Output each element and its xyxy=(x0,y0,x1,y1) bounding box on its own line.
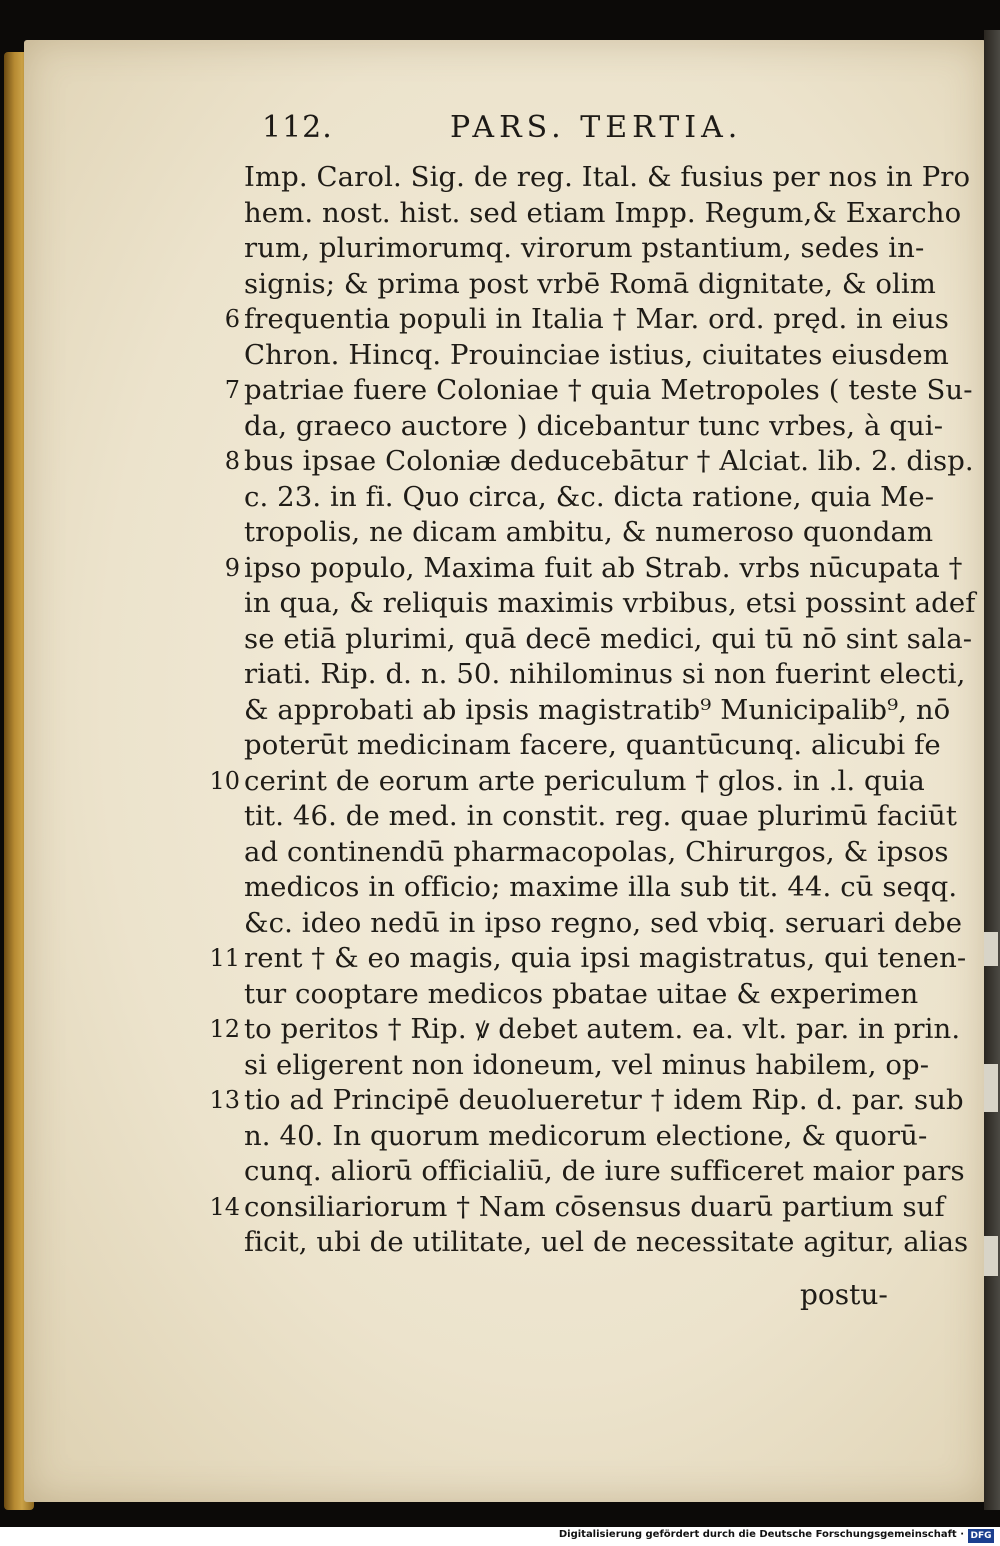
line-text: Chron. Hincq. Prouinciae istius, ciuitates eiusdem xyxy=(244,338,949,371)
text-line xyxy=(198,231,978,267)
line-text: poterūt medicinam facere, quantūcunq. alicubi fe xyxy=(244,729,941,761)
text-line xyxy=(198,941,978,977)
marginal-number: 14 xyxy=(209,1192,240,1221)
line-text: tit. 46. de med. in constit. reg. quae plurimū faciūt xyxy=(244,800,957,832)
text-line xyxy=(198,728,978,764)
line-text: ipso populo, Maxima fuit ab Strab. vrbs nūcupata † xyxy=(244,551,963,584)
line-text: frequentia populi in Italia † Mar. ord. pręd. in eius xyxy=(244,303,949,335)
line-text: rum, plurimorumq. virorum pstantium, sedes in- xyxy=(244,232,925,264)
footer-bar xyxy=(0,1527,1000,1546)
line-text: si eligerent non idoneum, vel minus habilem, op- xyxy=(244,1048,930,1081)
text-line xyxy=(198,1083,978,1119)
text-line xyxy=(198,444,978,480)
line-text: in qua, & reliquis maximis vrbibus, etsi possint adef xyxy=(244,587,976,619)
marginal-number: 12 xyxy=(209,1015,240,1043)
paper-tab xyxy=(984,1064,998,1112)
text-line xyxy=(198,657,978,693)
line-text: n. 40. In quorum medicorum electione, & quorū- xyxy=(244,1119,928,1152)
text-line xyxy=(198,515,978,551)
marginal-number: 10 xyxy=(209,766,240,795)
binding-strip xyxy=(984,30,1000,1510)
text-line xyxy=(198,302,978,338)
line-text: signis; & prima post vrbē Romā dignitate, & olim xyxy=(244,267,936,300)
text-line xyxy=(198,906,978,942)
page-number: 112. xyxy=(262,110,333,145)
text-line xyxy=(198,267,978,303)
dfg-logo-icon: DFG xyxy=(968,1529,994,1543)
marginal-number: 9 xyxy=(224,553,240,582)
line-text: da, graeco auctore ) dicebantur tunc vrbes, à qui- xyxy=(244,409,944,442)
marginal-number: 7 xyxy=(224,376,240,404)
text-line xyxy=(198,160,978,196)
line-text: &c. ideo nedū in ipso regno, sed vbiq. seruari debe xyxy=(244,906,963,939)
body-text xyxy=(198,160,978,1261)
line-text: consiliariorum † Nam cōsensus duarū partium suf xyxy=(244,1190,945,1223)
marginal-number: 13 xyxy=(209,1086,240,1114)
catchword: postu- xyxy=(800,1278,888,1311)
line-text: tio ad Principē deuolueretur † idem Rip. d. par. sub xyxy=(244,1084,964,1116)
line-text: riati. Rip. d. n. 50. nihilominus si non fuerint electi, xyxy=(244,658,966,690)
text-line xyxy=(198,1225,978,1261)
text-line xyxy=(198,870,978,906)
line-text: tur cooptare medicos pbatae uitae & experimen xyxy=(244,977,919,1010)
text-line xyxy=(198,693,978,729)
line-text: ficit, ubi de utilitate, uel de necessitate agitur, alias xyxy=(244,1226,969,1258)
line-text: & approbati ab ipsis magistratib⁹ Municipalib⁹, nō xyxy=(244,693,951,726)
text-line xyxy=(198,338,978,374)
text-line xyxy=(198,551,978,587)
running-head: PARS. TERTIA. xyxy=(450,110,743,145)
text-line xyxy=(198,586,978,622)
line-text: patriae fuere Coloniae † quia Metropoles ( teste Su- xyxy=(244,374,973,406)
line-text: cunq. aliorū officialiū, de iure sufficeret maior pars xyxy=(244,1155,965,1187)
line-text: to peritos † Rip. ꝟ debet autem. ea. vlt. par. in prin. xyxy=(244,1013,961,1045)
text-line xyxy=(198,409,978,445)
marginal-number: 11 xyxy=(209,944,240,972)
text-line xyxy=(198,1154,978,1190)
paper-tab xyxy=(984,932,998,966)
line-text: Imp. Carol. Sig. de reg. Ital. & fusius per nos in Pro xyxy=(244,161,971,193)
text-line xyxy=(198,764,978,800)
line-text: cerint de eorum arte periculum † glos. in .l. quia xyxy=(244,764,925,797)
line-text: bus ipsae Coloniæ deducebātur † Alciat. lib. 2. disp. xyxy=(244,445,974,477)
text-line xyxy=(198,1048,978,1084)
text-line xyxy=(198,480,978,516)
line-text: tropolis, ne dicam ambitu, & numeroso quondam xyxy=(244,516,934,548)
text-line xyxy=(198,622,978,658)
text-line xyxy=(198,799,978,835)
line-text: rent † & eo magis, quia ipsi magistratus, qui tenen- xyxy=(244,942,967,974)
text-line xyxy=(198,1012,978,1048)
line-text: medicos in officio; maxime illa sub tit. 44. cū seqq. xyxy=(244,871,958,903)
text-line xyxy=(198,1190,978,1226)
marginal-number: 8 xyxy=(224,447,240,475)
text-line xyxy=(198,977,978,1013)
text-line xyxy=(198,196,978,232)
line-text: hem. nost. hist. sed etiam Impp. Regum,& Exarcho xyxy=(244,196,962,229)
text-line xyxy=(198,1119,978,1155)
footer-credit: Digitalisierung gefördert durch die Deutsche Forschungsgemeinschaft · xyxy=(558,1529,964,1540)
line-text: ad continendū pharmacopolas, Chirurgos, & ipsos xyxy=(244,835,949,868)
page-header xyxy=(262,110,782,150)
text-line xyxy=(198,373,978,409)
line-text: c. 23. in fi. Quo circa, &c. dicta ratione, quia Me- xyxy=(244,480,935,513)
marginal-number: 6 xyxy=(224,305,240,333)
text-line xyxy=(198,835,978,871)
paper-tab xyxy=(984,1236,998,1276)
line-text: se etiā plurimi, quā decē medici, qui tū nō sint sala- xyxy=(244,622,973,655)
